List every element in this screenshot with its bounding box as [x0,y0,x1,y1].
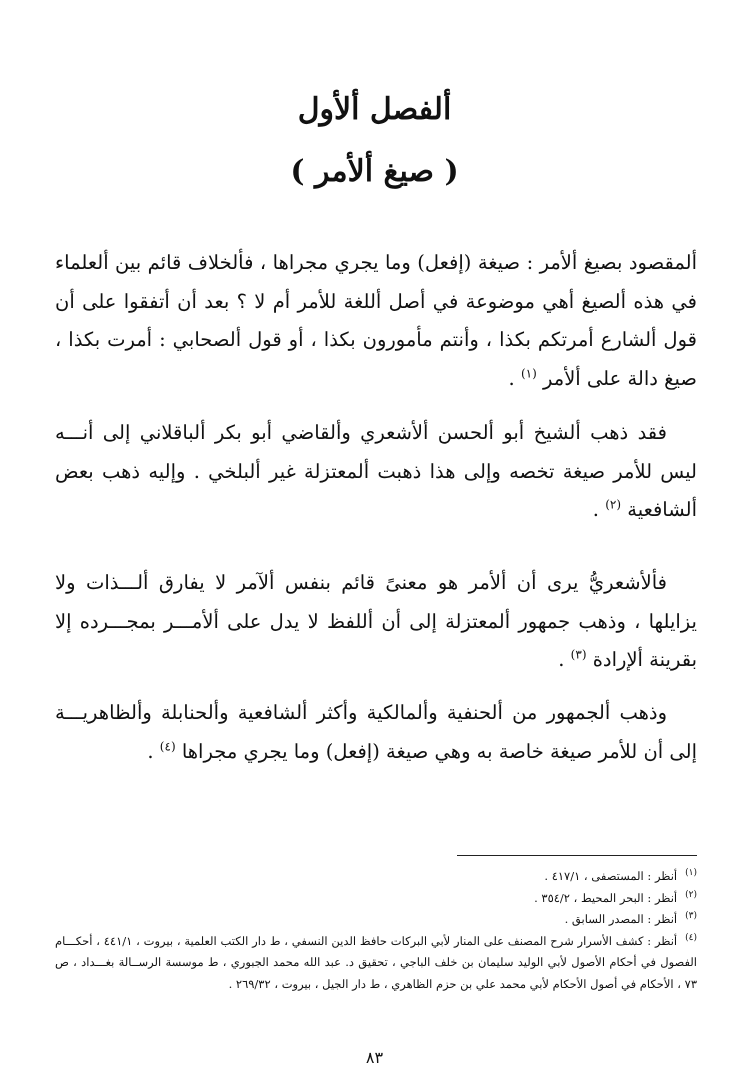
paragraph-4-text: وذهب ألجمهور من ألحنفية وألمالكية وأكثر ألشافعية وألحنابلة وألظاهريـــة إلى أن للأمر صيغة خاصة به وهي صيغة (إفعل) وما يجري مجراها [55,701,697,763]
footnote-2 [55,888,697,910]
paragraph-2 [55,414,697,530]
paragraph-1-text: ألمقصود بصيغ ألأمر : صيغة (إفعل) وما يجري مجراها ، فألخلاف قائم بين ألعلماء في هذه ألصيغ أهي موضوعة في أصل أللغة للأمر أم لا ؟ بعد أن أتفقوا على أن قول ألشارع أمرتكم بكذا ، وأنتم مأمورون بكذا ، أو قول ألصحابي : أمرت بكذا ، صيغ دالة على ألأمر [55,251,697,390]
footnote-text-2: أنظر : البحر المحيط ، ٣٥٤/٢ . [534,890,678,905]
footnote-ref-1[interactable]: (١) [520,366,537,380]
paragraph-2-text: فقد ذهب ألشيخ أبو ألحسن ألأشعري وألقاضي أبو بكر ألباقلاني إلى أنـــه ليس للأمر صيغة تخصه وإلى هذا ذهبت ألمعتزلة غير ألبلخي . وإليه ذهب بعض ألشافعية [55,421,697,521]
footnote-ref-4[interactable]: (٤) [159,739,176,753]
paragraph-3-text: فألأشعريُّ يرى أن ألأمر هو معنىً قائم بنفس ألآمر لا يفارق ألـــذات ولا يزايلها ، وذهب جمهور ألمعتزلة إلى أن أللفظ لا يدل على ألأمـــر بمجـــرده إلا بقرينة ألإرادة [55,571,697,671]
chapter-title: ألفصل ألأول [297,92,452,127]
footnotes [55,866,697,995]
paragraph-1-trail: . [508,366,521,390]
footnote-3 [55,909,697,931]
footnote-ref-3[interactable]: (٣) [570,647,587,662]
footnote-1 [55,866,697,888]
footnote-number-4: (٤) [685,932,697,943]
page-number: ٨٣ [365,1048,384,1067]
footnote-text-3: أنظر : المصدر السابق . [564,912,678,926]
paragraph-2-trail: . [592,498,606,521]
paragraph-4-trail: . [147,739,160,763]
paragraph-4 [55,694,697,771]
footnote-number-2: (٢) [685,889,697,900]
footnote-text-1: أنظر : المستصفى ، ٤١٧/١ . [544,869,678,883]
footnote-text-4: أنظر : كشف الأسرار شرح المصنف على المنار لأبي البركات حافظ الدين النسفي ، ط دار الكتب العلمية ، بيروت ، ٤٤١/١ ، أحكـــام الفصول في أحكام الأصول لأبي الوليد سليمان بن خلف الباجي ، تحقيق د. عبد الله محمد الجبوري ، ط موسسة الرســالة بغـــداد ، ص ٧٣ ، الأحكام في أصول الأحكام لأبي محمد علي بن حزم الظاهري ، ط دار الجيل ، بيروت ، ٢٦٩/٣٢ . [55,933,697,991]
footnote-divider [457,855,697,856]
footnote-number-3: (٣) [685,911,697,922]
footnote-ref-2[interactable]: (٢) [605,497,622,512]
chapter-subtitle: ( صيغ ألأمر ) [290,154,459,189]
paragraph-1 [55,244,697,398]
paragraph-3 [55,564,697,680]
footnote-4 [55,931,697,996]
paragraph-3-trail: . [558,648,571,671]
footnote-number-1: (١) [685,868,697,879]
